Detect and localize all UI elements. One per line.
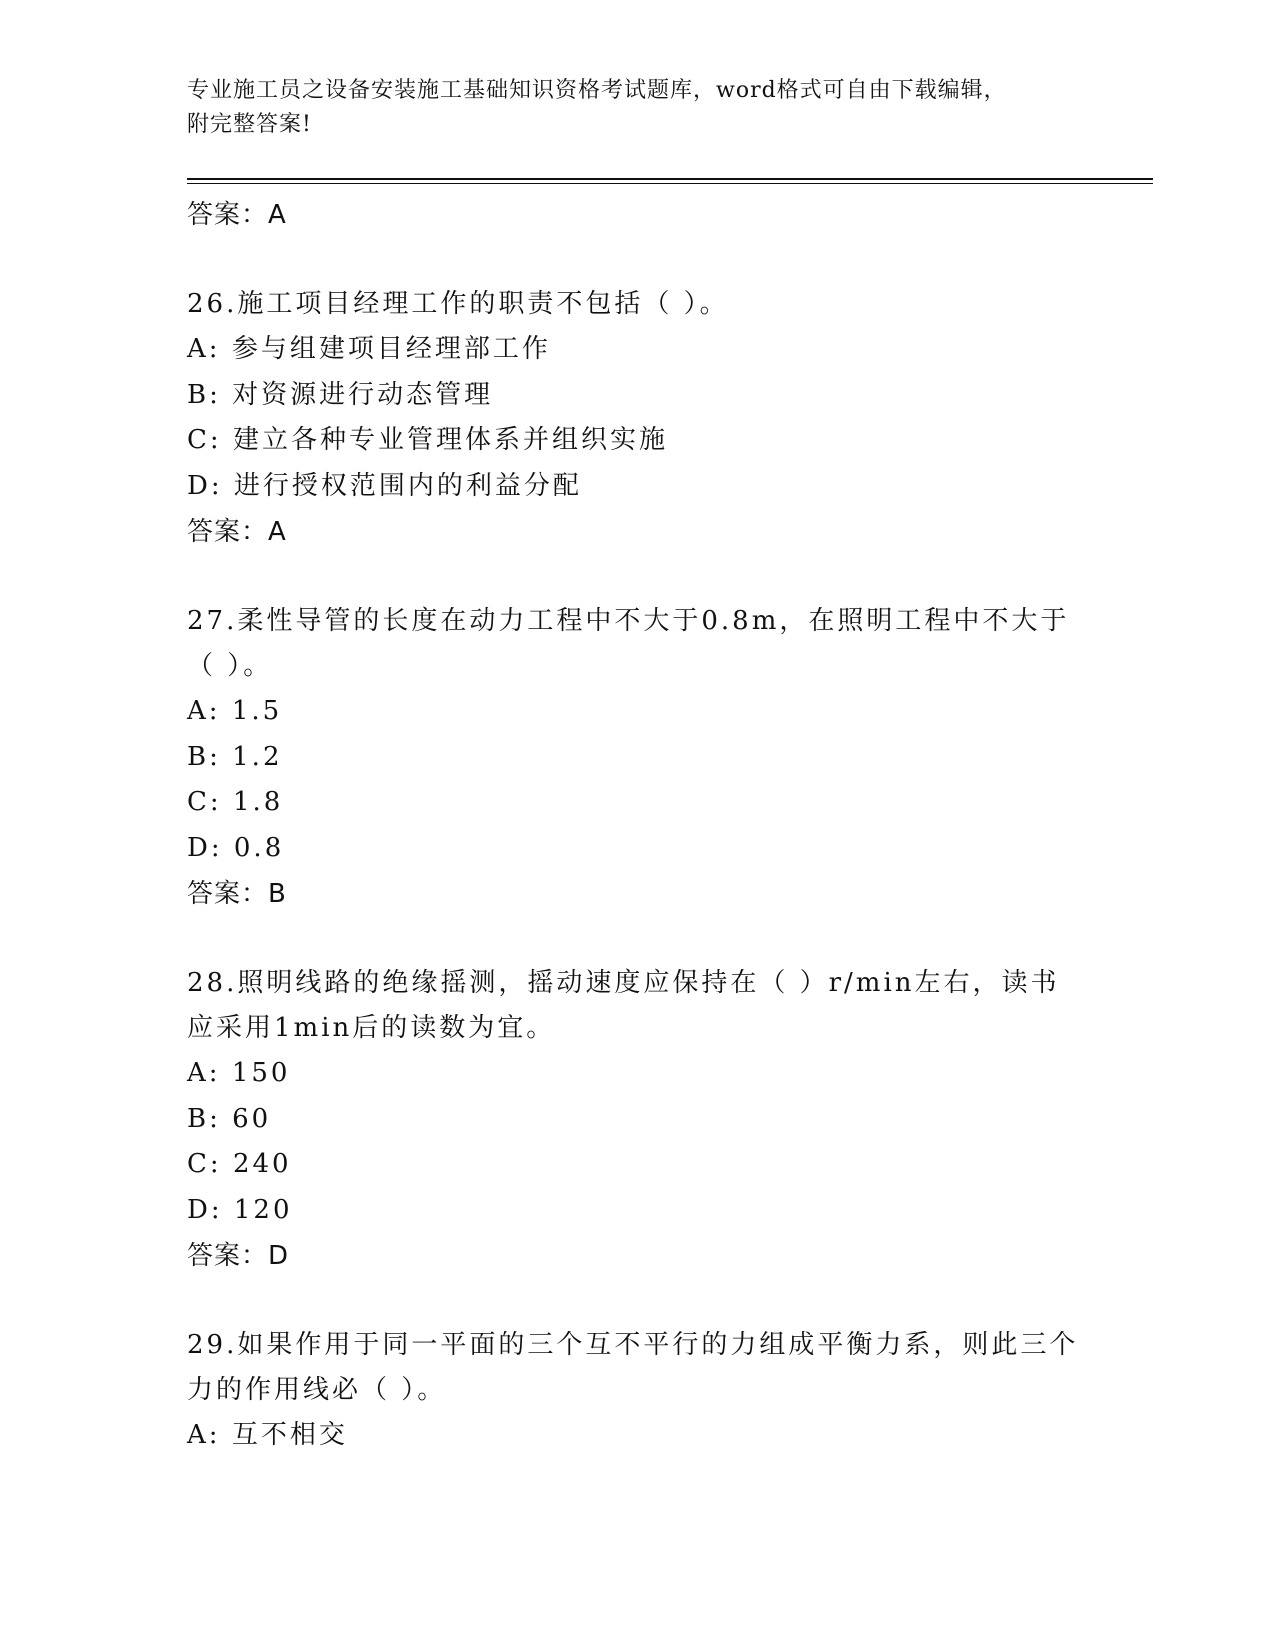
question-26: [187, 282, 1087, 555]
option-text: 240: [232, 1149, 292, 1179]
question-stem: 26.施工项目经理工作的职责不包括（ ）。: [187, 289, 729, 319]
answer-line: 答案：B: [187, 879, 287, 909]
option-separator: :: [210, 1194, 234, 1225]
option-a: [187, 1413, 1087, 1459]
question-stem: 29.如果作用于同一平面的三个互不平行的力组成平衡力系，则此三个力的作用线必（ ）。: [187, 1330, 1079, 1405]
question-29: [187, 1323, 1087, 1459]
option-letter: D: [187, 1194, 211, 1225]
option-text: 参与组建项目经理部工作: [231, 334, 551, 364]
answer-line: 答案：A: [187, 517, 287, 547]
option-letter: D: [187, 470, 211, 501]
question-27: [187, 599, 1087, 917]
option-separator: :: [208, 696, 232, 726]
option-separator: :: [208, 1058, 232, 1088]
option-separator: :: [209, 425, 233, 455]
header-note-line-1: 专业施工员之设备安装施工基础知识资格考试题库，word格式可自由下载编辑，: [187, 78, 1007, 103]
option-b: [187, 373, 1087, 419]
option-text: 1.8: [232, 787, 284, 817]
option-separator: :: [209, 1149, 233, 1179]
option-text: 对资源进行动态管理: [232, 379, 494, 410]
header-divider-thin: [187, 183, 1153, 184]
answer-line: 答案：D: [187, 1241, 290, 1271]
option-letter: B: [187, 1103, 210, 1134]
option-d: [187, 1188, 1087, 1234]
option-d: [187, 826, 1087, 872]
option-text: 建立各种专业管理体系并组织实施: [232, 425, 668, 455]
option-b: [187, 735, 1087, 781]
option-letter: C: [187, 425, 210, 455]
option-text: 120: [233, 1194, 293, 1225]
option-letter: A: [187, 334, 209, 364]
previous-answer: 答案：A: [187, 200, 287, 230]
question-stem: 27.柔性导管的长度在动力工程中不大于0.8m，在照明工程中不大于（ ）。: [187, 606, 1070, 681]
option-c: [187, 780, 1087, 826]
option-a: [187, 689, 1087, 735]
option-text: 60: [232, 1103, 272, 1134]
option-letter: A: [187, 696, 209, 726]
option-text: 1.2: [232, 741, 283, 772]
option-letter: A: [187, 1420, 209, 1450]
option-a: [187, 1051, 1087, 1097]
header-note: [187, 74, 1067, 142]
option-text: 1.5: [231, 696, 283, 726]
option-separator: :: [208, 1420, 232, 1450]
option-separator: :: [209, 1103, 233, 1134]
option-text: 互不相交: [231, 1420, 348, 1450]
option-letter: D: [187, 832, 211, 863]
option-text: 0.8: [233, 832, 285, 863]
option-letter: C: [187, 1149, 210, 1179]
option-letter: B: [187, 741, 210, 772]
option-letter: C: [187, 787, 210, 817]
option-separator: :: [210, 832, 234, 863]
option-separator: :: [210, 470, 234, 501]
option-separator: :: [209, 379, 233, 410]
question-stem: 28.照明线路的绝缘摇测，摇动速度应保持在（ ）r/min左右，读书应采用1min后的读数为宜。: [187, 968, 1060, 1043]
option-separator: :: [208, 334, 232, 364]
option-text: 150: [231, 1058, 291, 1088]
option-b: [187, 1097, 1087, 1143]
option-separator: :: [209, 787, 233, 817]
question-list: [187, 192, 1087, 1459]
header-note-line-2: 附完整答案!: [187, 112, 312, 137]
question-28: [187, 961, 1087, 1279]
option-c: [187, 418, 1087, 464]
option-letter: A: [187, 1058, 209, 1088]
header-divider-thick: [187, 178, 1153, 180]
option-separator: :: [209, 741, 233, 772]
option-d: [187, 464, 1087, 510]
option-a: [187, 327, 1087, 373]
option-c: [187, 1142, 1087, 1188]
option-text: 进行授权范围内的利益分配: [233, 470, 582, 501]
option-letter: B: [187, 379, 210, 410]
